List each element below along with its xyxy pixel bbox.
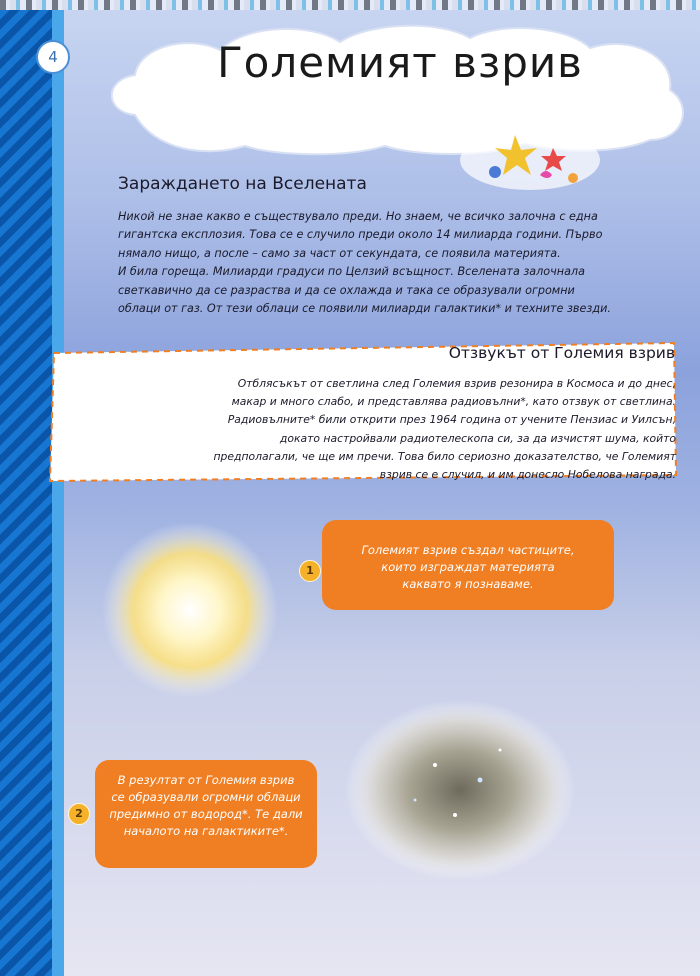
body-line: взрив се е случил, и им донесло Нобелова награда. [379,468,676,482]
explosion-icon [455,120,605,195]
callout-line: началото на галактиките*. [123,824,289,838]
body-line: нямало нищо, а после – само за част от секундата, се появила материята. [118,246,561,260]
body-line: облаци от газ. От тези облаци се появили милиарди галактики* и техните звезди. [118,302,611,316]
callout-line: които изграждат материята [381,560,555,574]
print-color-bar [0,0,700,10]
callout-line: каквато я познаваме. [402,577,534,591]
body-line: макар и много слабо, и представлява радиовълни*, като отзвук от светлина. [231,395,676,409]
body-line: светкавично да се разраства и да се охлажда и така се образували огромни [118,283,575,297]
body-line: предполагали, че ще им пречи. Това било сериозно доказателство, че Големият [213,449,676,463]
callout-line: В резултат от Големия взрив [117,773,295,787]
section1-heading: Зараждането на Вселената [118,174,367,194]
body-line: И била гореща. Милиарди градуси по Целзий всъщност. Вселената залочнала [118,265,585,279]
section2-heading: Отзвукът от Големия взрив [448,344,675,362]
glowing-sun-image [100,520,280,700]
section1-body [118,208,690,318]
callout-1 [322,520,614,610]
callout-line: се образували огромни облаци [111,790,301,804]
callout-line: Големият взрив създал частиците, [361,543,575,557]
body-line: докато настройвали радиотелескопа си, за да изчистят шума, който [279,431,676,445]
body-line: Радиовълните* били открити през 1964 година от учените Пензиас и Уилсън, [227,413,676,427]
callout-2 [95,760,317,868]
callout-line: предимно от водород*. Те дали [109,807,303,821]
section2-body [80,375,676,484]
callout-badge-1: 1 [299,560,321,582]
strip-edge [52,10,64,976]
page-title: Големият взрив [217,38,583,87]
page-number: 4 [36,40,70,74]
nebula-cloud-image [340,690,580,890]
callout-badge-2: 2 [68,803,90,825]
body-line: Отблясъкът от светлина след Големия взрив резонира в Космоса и до днес, [237,377,676,390]
body-line: гигантска експлозия. Това се е случило преди около 14 милиарда години. Първо [118,228,603,242]
body-line: Никой не знае какво е съществувало преди. Но знаем, че всичко залочна с една [118,210,598,223]
